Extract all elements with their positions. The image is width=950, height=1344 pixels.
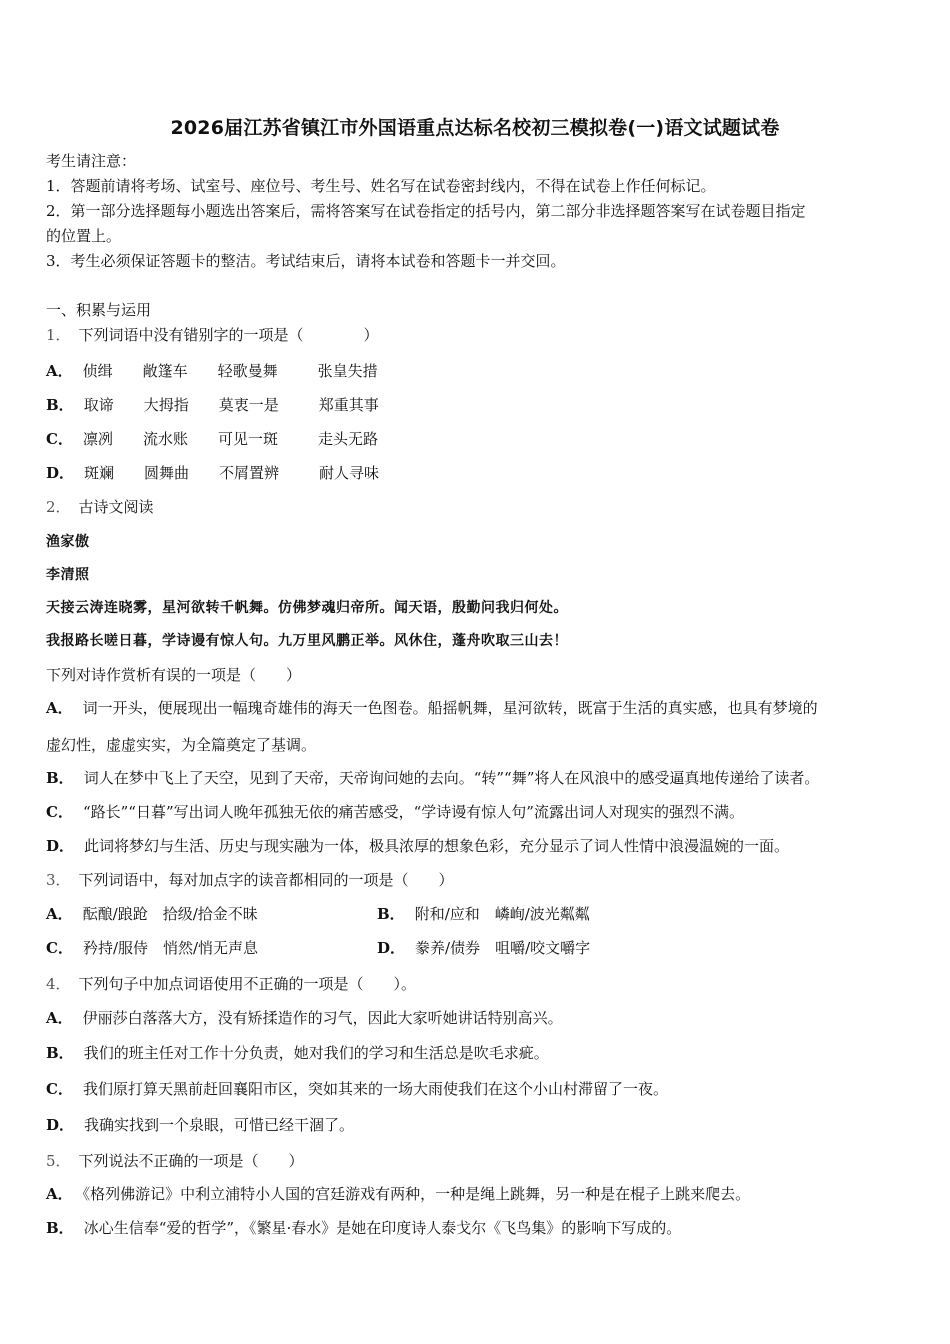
q4-option-c	[46, 1079, 668, 1099]
q2-option-d	[46, 836, 789, 856]
question-number: 4．	[46, 975, 71, 993]
poem-line: 我报路长嗟日暮，学诗谩有惊人句。九万里风鹏正举。风休住，蓬舟吹取三山去！	[46, 633, 568, 649]
option-letter: A．	[46, 1185, 73, 1203]
option-text: “路长”“日暮”写出词人晚年孤独无依的痛苦感受，“学诗谩有惊人句”流露出词人对现实的强烈不满。	[82, 803, 744, 821]
option-letter: C．	[46, 430, 73, 448]
question-text: 下列词语中，每对加点字的读音都相同的一项是（ ）	[78, 871, 454, 889]
question-number: 5．	[46, 1152, 71, 1170]
q3-option-a	[46, 904, 258, 924]
question-3-stem	[46, 870, 454, 890]
option-text: 《格列佛游记》中利立浦特小人国的宫廷游戏有两种，一种是绳上跳舞，另一种是在棍子上跳来爬去。	[82, 1185, 751, 1203]
option-word: 耐人寻味	[319, 464, 380, 482]
option-text: 矜持/服侍 悄然/悄无声息	[82, 939, 259, 957]
notice-item: 3．考生必须保证答题卡的整洁。考试结束后，请将本试卷和答题卡一并交回。	[46, 252, 566, 270]
option-word: 莫衷一是	[218, 396, 279, 414]
question-number: 2．	[46, 498, 71, 516]
option-word: 可见一斑	[217, 430, 278, 448]
question-number: 1．	[46, 326, 71, 344]
option-text: 此词将梦幻与生活、历史与现实融为一体，极具浓厚的想象色彩，充分显示了词人性情中浪漫温婉的一面。	[84, 837, 790, 855]
option-letter: B．	[46, 1219, 74, 1237]
q1-option-a	[46, 361, 378, 381]
notice-item: 的位置上。	[46, 227, 122, 245]
option-word: 张皇失措	[317, 362, 378, 380]
option-text: 豢养/债券 咀嚼/咬文嚼字	[415, 939, 591, 957]
q5-option-a	[46, 1184, 750, 1204]
section-heading: 一、积累与运用	[46, 301, 152, 319]
option-text: 我确实找到一个泉眼，可惜已经干涸了。	[84, 1116, 355, 1134]
option-letter: B．	[377, 905, 405, 923]
option-word: 走头无路	[317, 430, 378, 448]
q5-option-b	[46, 1218, 681, 1238]
notice-heading: 考生请注意：	[46, 152, 137, 170]
poem-line: 天接云涛连晓雾，星河欲转千帆舞。仿佛梦魂归帝所。闻天语，殷勤问我归何处。	[46, 600, 568, 616]
option-word: 郑重其事	[318, 396, 379, 414]
q2-option-b	[46, 768, 819, 788]
option-word: 取谛	[83, 396, 114, 414]
option-word: 斑斓	[84, 464, 115, 482]
q2-option-a-cont: 虚幻性，虚虚实实，为全篇奠定了基调。	[46, 736, 317, 754]
option-word: 不屑置辨	[219, 464, 280, 482]
option-word: 凛冽	[82, 430, 113, 448]
option-letter: D．	[46, 464, 75, 482]
option-text: 冰心生信奉“爱的哲学”，《繁星·春水》是她在印度诗人泰戈尔《飞鸟集》的影响下写成的。	[83, 1219, 682, 1237]
q4-option-b	[46, 1043, 549, 1063]
option-letter: B．	[46, 769, 74, 787]
option-text: 附和/应和 嶙峋/波光粼粼	[414, 905, 590, 923]
q1-option-d	[46, 463, 379, 483]
question-1-stem	[46, 325, 379, 345]
option-text: 伊丽莎白落落大方，没有矫揉造作的习气，因此大家听她讲话特别高兴。	[82, 1009, 563, 1027]
q3-option-b	[377, 904, 590, 924]
notice-item: 2．第一部分选择题每小题选出答案后，需将答案写在试卷指定的括号内，第二部分非选择题答案写在试卷题目指定	[46, 202, 806, 220]
question-2-stem	[46, 497, 154, 517]
question-number: 3．	[46, 871, 71, 889]
option-letter: A．	[46, 362, 73, 380]
option-text: 酝酿/踉跄 拾级/拾金不昧	[82, 905, 258, 923]
option-letter: A．	[46, 699, 73, 717]
question-text: 下列说法不正确的一项是（ ）	[78, 1152, 304, 1170]
option-letter: D．	[377, 939, 406, 957]
option-word: 敞篷车	[142, 362, 188, 380]
question-text: 下列词语中没有错别字的一项是（ ）	[78, 326, 379, 344]
option-text: 词一开头，便展现出一幅瑰奇雄伟的海天一色图卷。船摇帆舞，星河欲转，既富于生活的真实感，也具有梦境的	[82, 699, 818, 717]
poem-author: 李清照	[46, 567, 90, 583]
option-text: 词人在梦中飞上了天空，见到了天帝，天帝询问她的去向。“转”“舞”将人在风浪中的感受逼真地传递给了读者。	[83, 769, 820, 787]
option-letter: B．	[46, 1044, 74, 1062]
option-letter: C．	[46, 939, 73, 957]
option-letter: C．	[46, 1080, 73, 1098]
q1-option-b	[46, 395, 379, 415]
question-4-stem	[46, 974, 416, 994]
q2-option-c	[46, 802, 744, 822]
q4-option-a	[46, 1008, 563, 1028]
option-word: 大拇指	[143, 396, 189, 414]
option-text: 我们原打算天黑前赶回襄阳市区，突如其来的一场大雨使我们在这个小山村滞留了一夜。	[82, 1080, 668, 1098]
option-letter: C．	[46, 803, 73, 821]
poem-title: 渔家傲	[46, 534, 90, 550]
option-letter: A．	[46, 1009, 73, 1027]
option-word: 轻歌曼舞	[217, 362, 278, 380]
question-5-stem	[46, 1151, 304, 1171]
question-2-prompt: 下列对诗作赏析有误的一项是（ ）	[46, 666, 302, 684]
q4-option-d	[46, 1115, 354, 1135]
option-letter: A．	[46, 905, 73, 923]
q3-option-d	[377, 938, 590, 958]
option-word: 圆舞曲	[144, 464, 190, 482]
q2-option-a	[46, 698, 818, 718]
q3-option-c	[46, 938, 258, 958]
q1-option-c	[46, 429, 378, 449]
option-text: 我们的班主任对工作十分负责，她对我们的学习和生活总是吹毛求疵。	[83, 1044, 549, 1062]
option-letter: D．	[46, 837, 75, 855]
option-word: 侦缉	[82, 362, 113, 380]
option-letter: D．	[46, 1116, 75, 1134]
question-text: 古诗文阅读	[78, 498, 154, 516]
question-text: 下列句子中加点词语使用不正确的一项是（ ）。	[78, 975, 417, 993]
page-title: 2026届江苏省镇江市外国语重点达标名校初三模拟卷(一)语文试题试卷	[170, 117, 780, 139]
option-word: 流水账	[142, 430, 188, 448]
option-letter: B．	[46, 396, 74, 414]
notice-item: 1．答题前请将考场、试室号、座位号、考生号、姓名写在试卷密封线内，不得在试卷上作任何标记。	[46, 177, 716, 195]
